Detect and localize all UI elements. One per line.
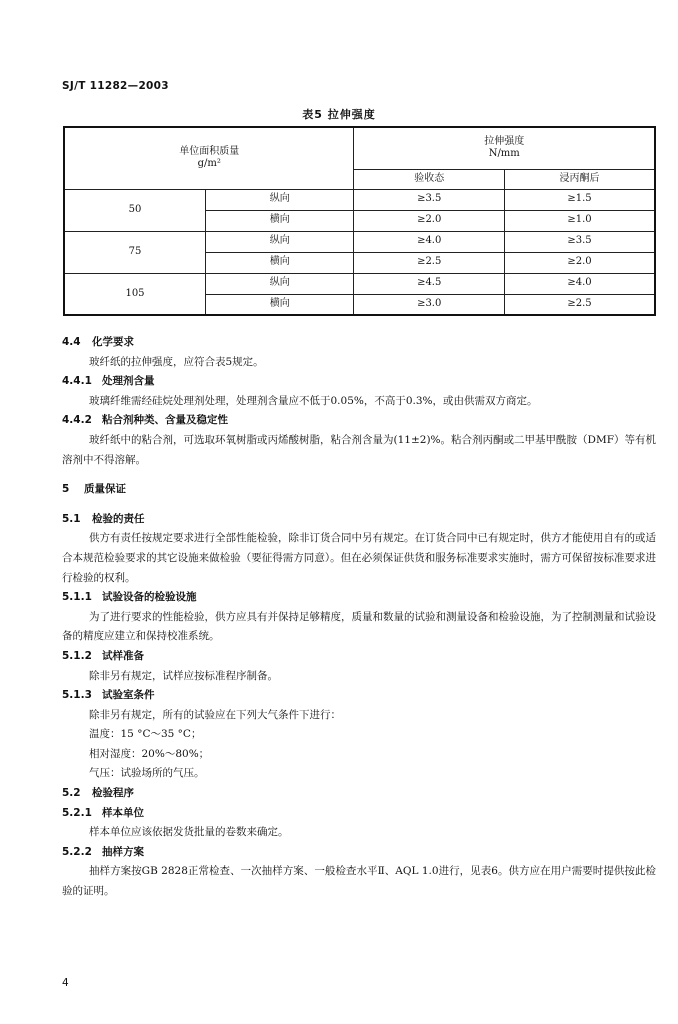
- soak-value: ≥4.0: [504, 273, 655, 294]
- paragraph: 为了进行要求的性能检验，供方应具有并保持足够精度，质量和数量的试验和测量设备和检验设施，为了控制测量和试验设备的精度应建立和保持校准系统。: [62, 610, 656, 643]
- table-row: [64, 273, 655, 294]
- mass-cell: 75: [64, 231, 206, 273]
- section-heading: 5.1 检验的责任: [62, 512, 145, 525]
- soak-value: ≥2.0: [504, 252, 655, 273]
- table-row: [64, 189, 655, 210]
- standard-number: SJ/T 11282—2003: [62, 80, 169, 92]
- table-row: [64, 231, 655, 252]
- section-heading: 4.4.1 处理剂含量: [62, 375, 155, 388]
- accept-value: ≥3.0: [354, 294, 505, 315]
- header-accept: 验收态: [354, 169, 505, 189]
- accept-value: ≥2.5: [354, 252, 505, 273]
- mass-cell: 105: [64, 273, 206, 315]
- section-heading: 4.4 化学要求: [62, 336, 134, 348]
- header-mass: 单位面积质量 g/m²: [64, 127, 354, 189]
- section-heading: 5.2.1 样本单位: [62, 806, 144, 819]
- section-heading: 4.4.2 粘合剂种类、含量及稳定性: [62, 414, 228, 427]
- section-heading: 5.2.2 抽样方案: [62, 845, 144, 858]
- direction-cell: 横向: [206, 294, 354, 315]
- table-title: 表5 拉伸强度: [302, 108, 376, 121]
- tensile-strength-table: [63, 126, 656, 316]
- paragraph: 供方有责任按规定要求进行全部性能检验，除非订货合同中另有规定。在订货合同中已有规定时，供方才能使用自有的或适合本规范检验要求的其它设施来做检验（要征得需方同意）。但在必须保证供货和服务标准要求实施时，需方可保留按标准要求进行检验的权利。: [62, 532, 656, 584]
- direction-cell: 纵向: [206, 231, 354, 252]
- section-heading: 5.1.2 试样准备: [62, 649, 144, 662]
- soak-value: ≥1.5: [504, 189, 655, 210]
- paragraph: 除非另有规定，试样应按标准程序制备。: [89, 669, 278, 682]
- accept-value: ≥3.5: [354, 189, 505, 210]
- section-heading: 5.1.3 试验室条件: [62, 689, 155, 702]
- soak-value: ≥2.5: [504, 294, 655, 315]
- paragraph: 样本单位应该依据发货批量的卷数来确定。: [89, 826, 289, 839]
- direction-cell: 纵向: [206, 273, 354, 294]
- section-heading: 5.1.1 试验设备的检验设施: [62, 591, 197, 604]
- condition-humidity: 相对湿度：20%～80%；: [89, 747, 210, 760]
- condition-pressure: 气压：试验场所的气压。: [89, 767, 205, 780]
- direction-cell: 横向: [206, 210, 354, 231]
- mass-cell: 50: [64, 189, 206, 231]
- body-text: [0, 333, 678, 902]
- paragraph: 玻纤纸的拉伸强度，应符合表5规定。: [89, 355, 264, 368]
- direction-cell: 横向: [206, 252, 354, 273]
- condition-temperature: 温度：15 °C～35 °C；: [89, 728, 202, 741]
- soak-value: ≥3.5: [504, 231, 655, 252]
- header-soak: 浸丙酮后: [504, 169, 655, 189]
- header-tensile: 拉伸强度 N/mm: [354, 127, 655, 169]
- accept-value: ≥4.0: [354, 231, 505, 252]
- paragraph: 抽样方案按GB 2828正常检查、一次抽样方案、一般检查水平Ⅱ、AQL 1.0进行，见表6。供方应在用户需要时提供按此检验的证明。: [62, 865, 656, 898]
- section-heading: 5.2 检验程序: [62, 787, 134, 800]
- page-number: 4: [62, 977, 69, 989]
- direction-cell: 纵向: [206, 189, 354, 210]
- accept-value: ≥2.0: [354, 210, 505, 231]
- paragraph: 玻璃纤维需经硅烷处理剂处理，处理剂含量应不低于0.05%，不高于0.3%，或由供需双方商定。: [89, 394, 538, 407]
- accept-value: ≥4.5: [354, 273, 505, 294]
- section-heading: 5 质量保证: [62, 483, 126, 496]
- soak-value: ≥1.0: [504, 210, 655, 231]
- paragraph: 除非另有规定，所有的试验应在下列大气条件下进行：: [89, 708, 341, 721]
- paragraph: 玻纤纸中的粘合剂，可选取环氧树脂或丙烯酸树脂，粘合剂含量为(11±2)%。粘合剂丙酮或二甲基甲酰胺（DMF）等有机溶剂中不得溶解。: [62, 433, 656, 466]
